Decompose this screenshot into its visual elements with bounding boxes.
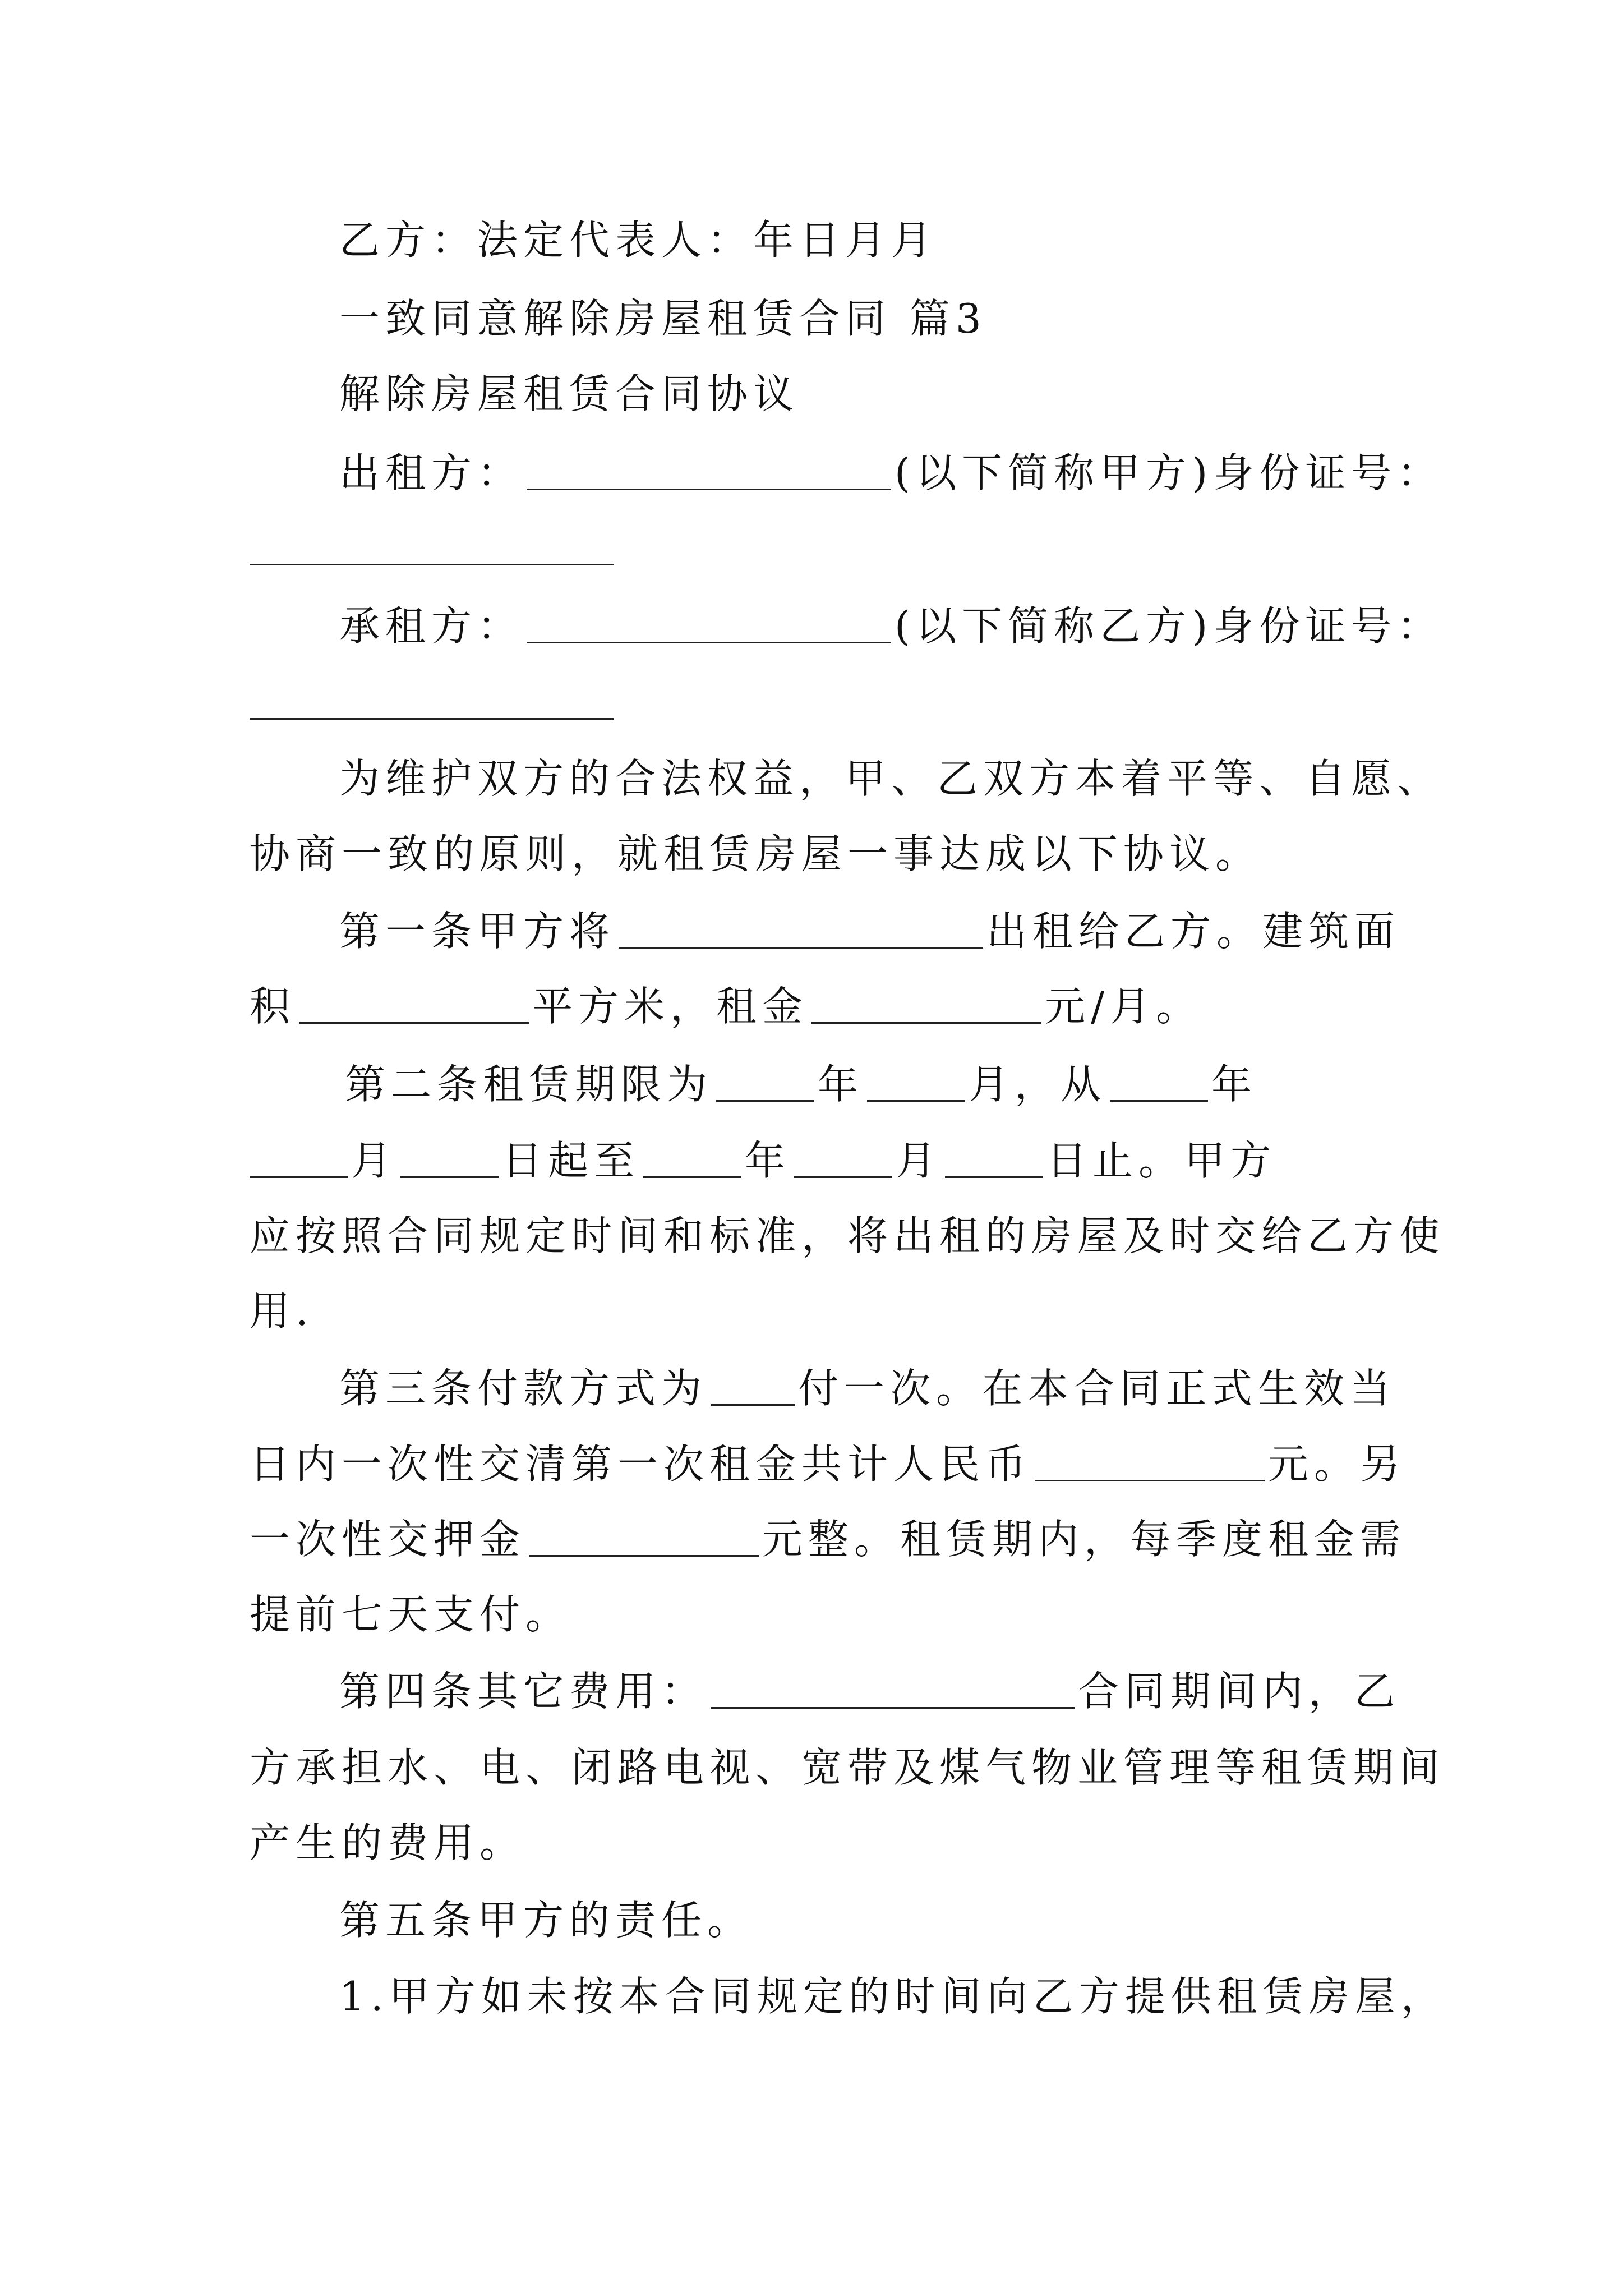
clause-5-item-1: 1.甲方如未按本合同规定的时间向乙方提供租赁房屋，: [339, 1973, 1447, 2020]
clause-2: 第二条租赁期限为 年 月，从 年: [345, 1061, 1258, 1108]
clause-1: 第一条甲方将 出租给乙方。建筑面: [339, 908, 1401, 955]
other-fees-blank: [711, 1673, 1075, 1709]
clause-3-cont: 一次性交押金 元整。租赁期内，每季度租金需: [250, 1516, 1407, 1563]
area-blank: [299, 988, 529, 1024]
start-day-blank: [400, 1143, 499, 1178]
agreement-title: 解除房屋租赁合同协议: [339, 370, 800, 417]
clause-1-cont: 积 平方米，租金 元/月。: [250, 983, 1202, 1030]
paragraph-line: 用.: [250, 1287, 314, 1335]
paragraph-line: 应按照合同规定时间和标准，将出租的房屋及时交给乙方使: [250, 1212, 1446, 1259]
clause-4: 第四条其它费用： 合同期间内，乙: [339, 1668, 1401, 1715]
lessee-line: 承租方： (以下简称乙方)身份证号：: [339, 602, 1444, 650]
rent-blank: [811, 988, 1041, 1024]
lessor-id-blank: [250, 564, 614, 565]
payment-period-blank: [711, 1370, 795, 1406]
end-year-blank: [643, 1143, 741, 1178]
end-day-blank: [945, 1143, 1043, 1178]
clause-3-cont: 日内一次性交清第一次租金共计人民币 元。另: [250, 1441, 1407, 1488]
paragraph-line: 提前七天支付。: [250, 1591, 572, 1638]
paragraph-line: 方承担水、电、闭路电视、宽带及煤气物业管理等租赁期间: [250, 1744, 1446, 1791]
clause-2-cont: 月 日起至 年 月 日止。甲方: [250, 1134, 1381, 1188]
first-rent-blank: [1035, 1446, 1265, 1481]
paragraph-line: 协商一致的原则，就租赁房屋一事达成以下协议。: [250, 830, 1262, 877]
signature-line: 乙方：法定代表人：年日月月: [339, 217, 938, 264]
start-month-blank: [250, 1143, 348, 1178]
paragraph-line: 产生的费用。: [250, 1819, 526, 1866]
years-blank: [716, 1066, 814, 1102]
clause-3: 第三条付款方式为 付一次。在本合同正式生效当: [339, 1365, 1396, 1412]
start-year-blank: [1110, 1066, 1208, 1102]
paragraph-line: 为维护双方的合法权益，甲、乙双方本着平等、自愿、: [339, 755, 1444, 802]
lessee-id-blank: [250, 718, 614, 720]
property-blank: [619, 913, 983, 949]
deposit-blank: [529, 1521, 759, 1557]
end-month-blank: [794, 1143, 892, 1178]
lessee-name-blank: [527, 608, 891, 643]
section-heading: 一致同意解除房屋租赁合同 篇3: [339, 295, 987, 342]
lessor-line: 出租方： (以下简称甲方)身份证号：: [339, 449, 1444, 496]
months-blank: [867, 1066, 965, 1102]
clause-5-heading: 第五条甲方的责任。: [339, 1897, 754, 1944]
lessor-name-blank: [527, 455, 891, 490]
